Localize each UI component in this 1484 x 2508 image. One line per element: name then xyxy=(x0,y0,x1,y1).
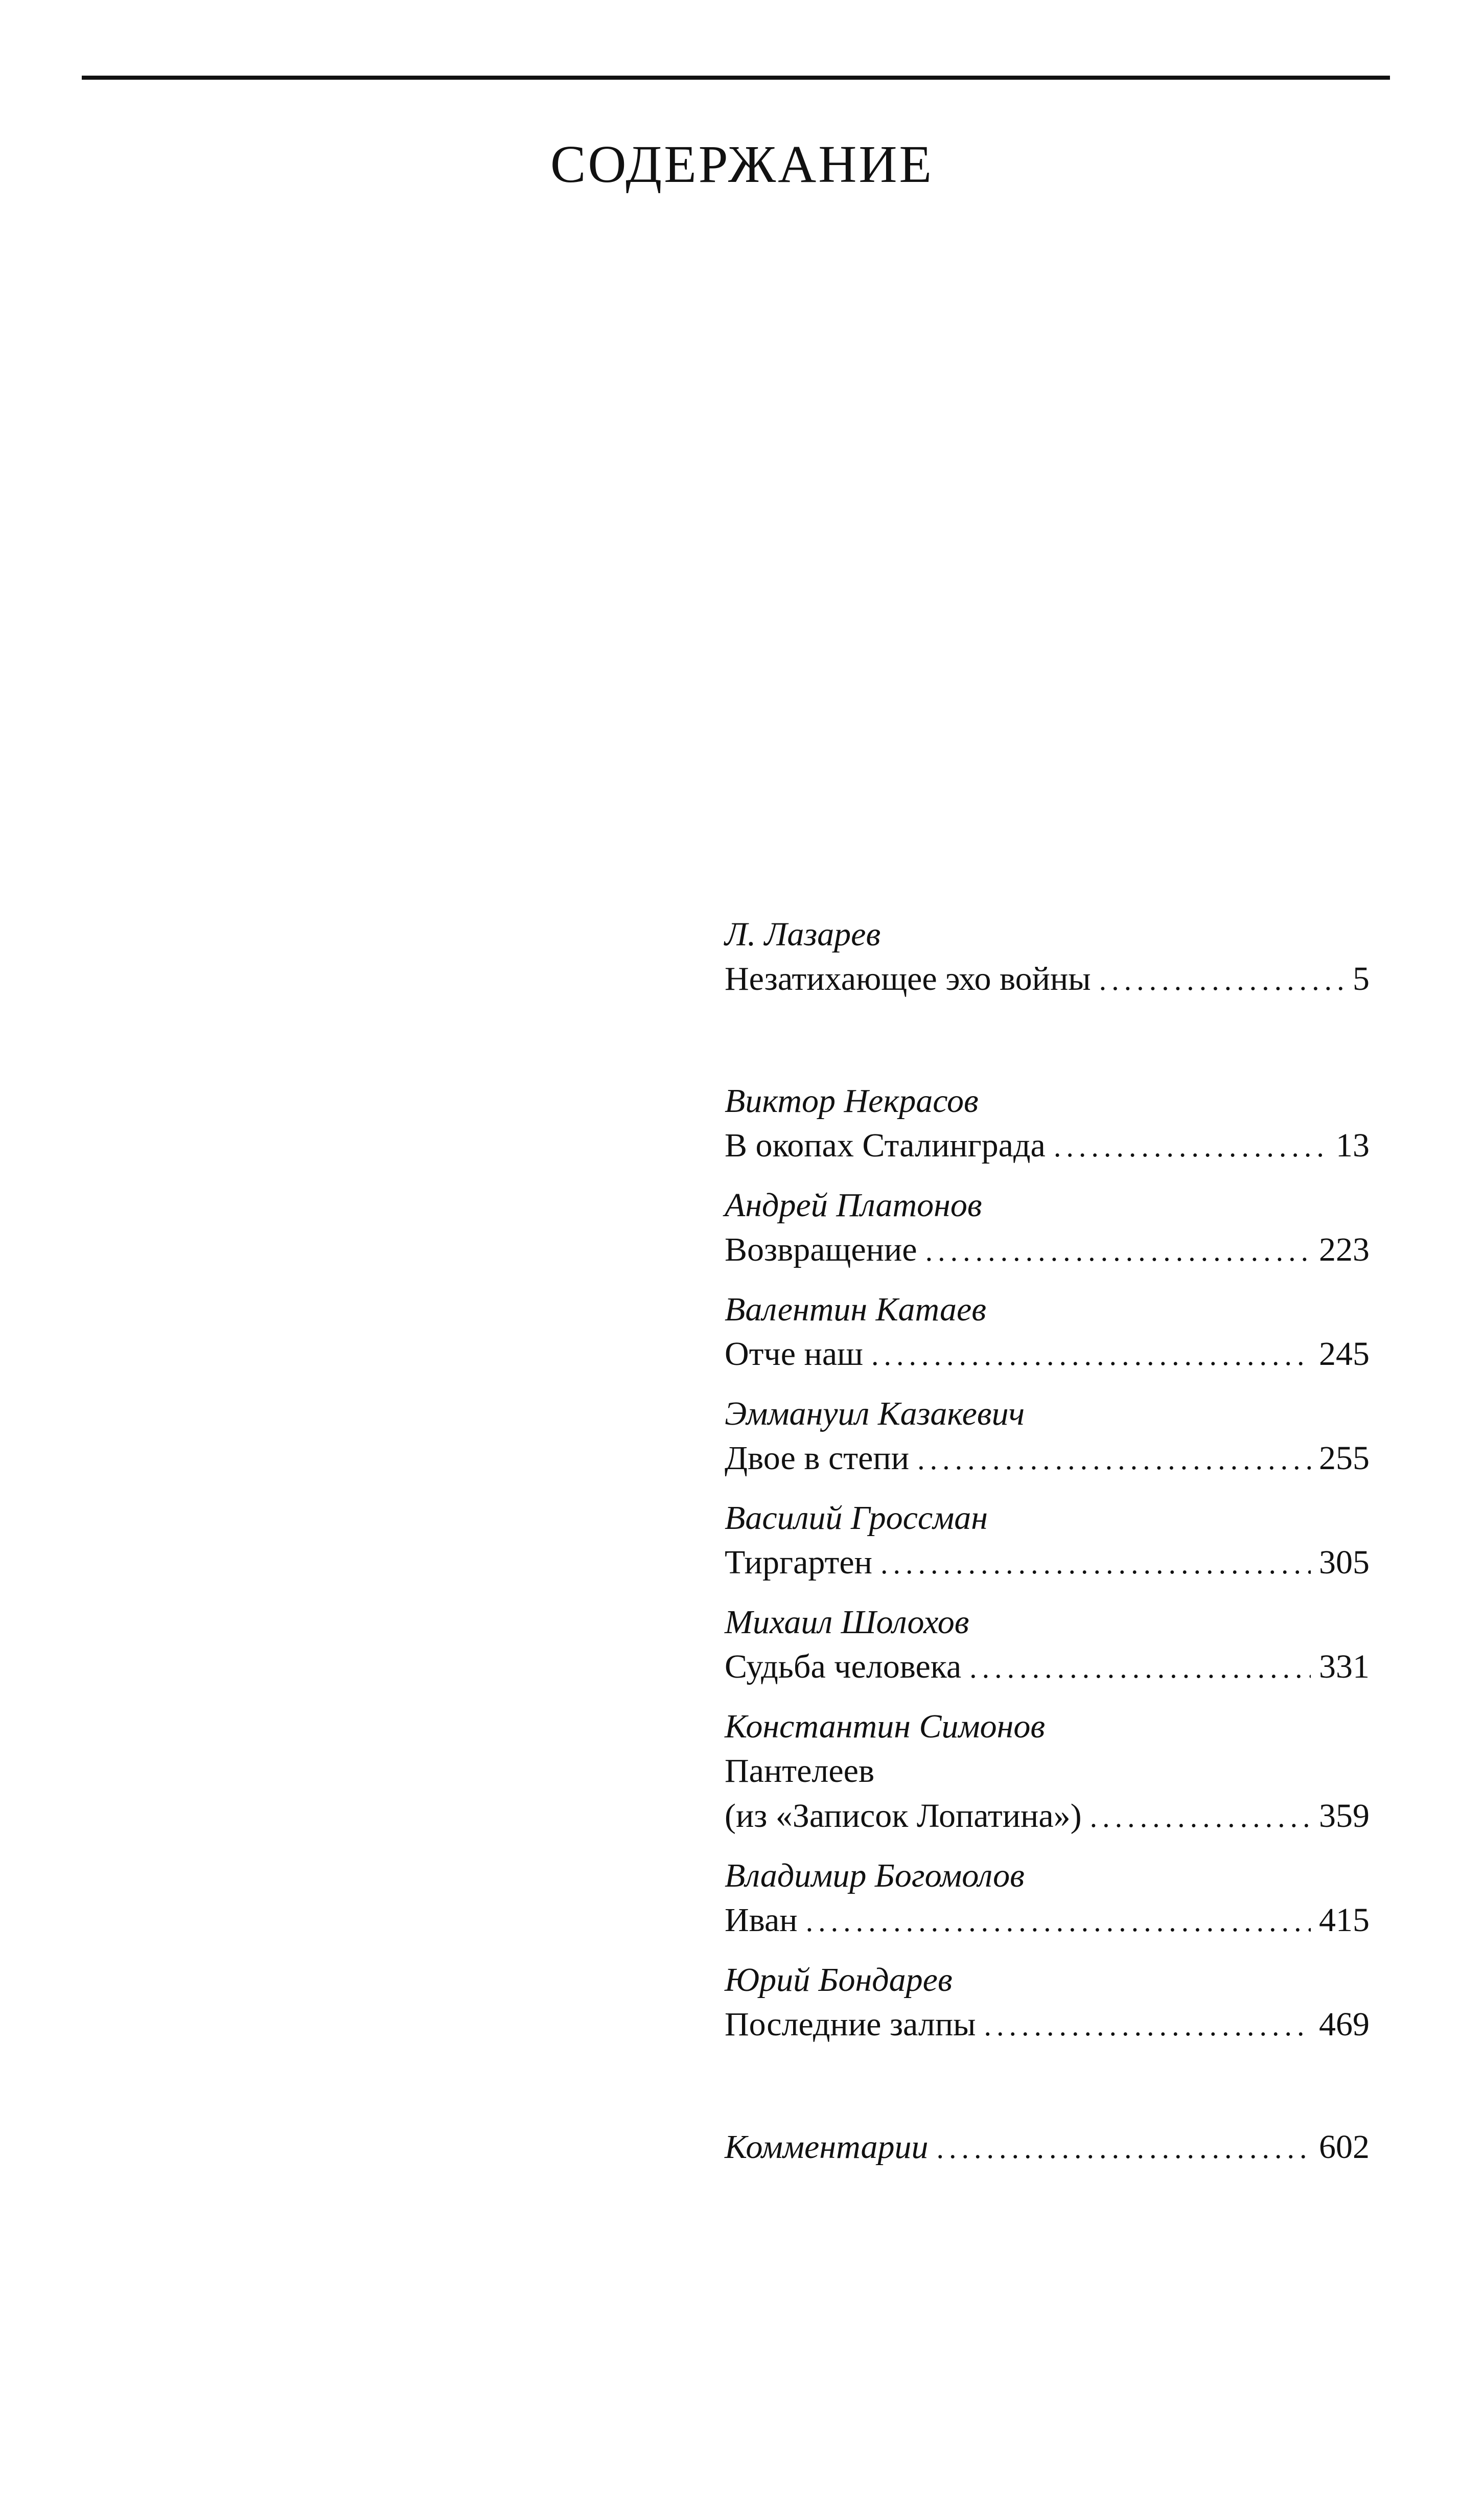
dot-leader xyxy=(880,1541,1311,1586)
entry-page-number: 13 xyxy=(1336,1127,1370,1164)
toc-entry[interactable] xyxy=(725,1600,1370,1690)
entry-page-number: 415 xyxy=(1319,1901,1370,1939)
toc-preface xyxy=(725,913,1370,1003)
entry-author: Эммануил Казакевич xyxy=(725,1395,1025,1432)
entry-title-first-line: Пантелеев xyxy=(725,1752,875,1790)
dot-leader xyxy=(871,1333,1311,1378)
entry-author: Константин Симонов xyxy=(725,1708,1045,1745)
dot-leader xyxy=(917,1437,1311,1482)
entry-author: Андрей Платонов xyxy=(725,1187,982,1224)
toc-entry[interactable] xyxy=(725,1288,1370,1378)
entry-page-number: 359 xyxy=(1319,1797,1370,1834)
entry-author: Михаил Шолохов xyxy=(725,1604,969,1641)
entry-author: Валентин Катаев xyxy=(725,1291,986,1328)
entry-page-number: 305 xyxy=(1319,1544,1370,1581)
dot-leader xyxy=(1090,1795,1311,1840)
entry-title: Незатихающее эхо войны xyxy=(725,960,1091,997)
entry-row xyxy=(725,1123,1370,1169)
toc-entry[interactable] xyxy=(725,1079,1370,1169)
entry-author: Виктор Некрасов xyxy=(725,1082,979,1120)
entry-row xyxy=(725,957,1370,1003)
dot-leader xyxy=(1099,958,1344,1003)
entry-page-number: 245 xyxy=(1319,1335,1370,1373)
toc-entry[interactable] xyxy=(725,1183,1370,1273)
entry-row xyxy=(725,1332,1370,1378)
dot-leader xyxy=(1054,1124,1328,1169)
top-rule xyxy=(82,76,1390,80)
dot-leader xyxy=(969,1645,1311,1690)
entry-title: Последние залпы xyxy=(725,2006,976,2043)
toc-works xyxy=(725,1079,1370,2048)
entry-row xyxy=(725,2002,1370,2048)
toc-entry[interactable] xyxy=(725,1854,1370,1944)
table-of-contents xyxy=(725,913,1370,2171)
dot-leader xyxy=(937,2126,1311,2171)
entry-title: Иван xyxy=(725,1901,798,1939)
toc-commentary xyxy=(725,2125,1370,2171)
entry-row xyxy=(725,1540,1370,1586)
entry-page-number: 602 xyxy=(1319,2128,1370,2166)
entry-author: Юрий Бондарев xyxy=(725,1961,953,1999)
entry-title: Двое в степи xyxy=(725,1439,910,1477)
entry-title: Судьба человека xyxy=(725,1648,962,1685)
entry-page-number: 331 xyxy=(1319,1648,1370,1685)
entry-row xyxy=(725,1898,1370,1944)
dot-leader xyxy=(925,1228,1311,1273)
toc-entry-commentary[interactable] xyxy=(725,2125,1370,2171)
entry-page-number: 223 xyxy=(1319,1231,1370,1268)
entry-title: Тиргартен xyxy=(725,1544,872,1581)
entry-page-number: 255 xyxy=(1319,1439,1370,1477)
entry-row xyxy=(725,1794,1370,1840)
toc-entry-preface[interactable] xyxy=(725,913,1370,1003)
entry-row xyxy=(725,1227,1370,1273)
entry-author: Василий Гроссман xyxy=(725,1499,988,1537)
page-title: СОДЕРЖАНИЕ xyxy=(550,135,934,194)
entry-row xyxy=(725,1436,1370,1482)
entry-title: Комментарии xyxy=(725,2128,929,2166)
dot-leader xyxy=(806,1899,1311,1944)
toc-entry[interactable] xyxy=(725,1392,1370,1482)
entry-title: Отче наш xyxy=(725,1335,863,1373)
toc-entry[interactable] xyxy=(725,1705,1370,1840)
toc-entry[interactable] xyxy=(725,1958,1370,2048)
entry-title: В окопах Сталинграда xyxy=(725,1127,1046,1164)
entry-row xyxy=(725,1644,1370,1690)
entry-author: Л. Лазарев xyxy=(725,916,881,953)
entry-page-number: 5 xyxy=(1353,960,1370,997)
entry-page-number: 469 xyxy=(1319,2006,1370,2043)
entry-author: Владимир Богомолов xyxy=(725,1857,1025,1894)
entry-row xyxy=(725,2125,1370,2171)
toc-entry[interactable] xyxy=(725,1496,1370,1586)
dot-leader xyxy=(984,2003,1311,2048)
entry-title: (из «Записок Лопатина») xyxy=(725,1797,1082,1834)
entry-title: Возвращение xyxy=(725,1231,917,1268)
